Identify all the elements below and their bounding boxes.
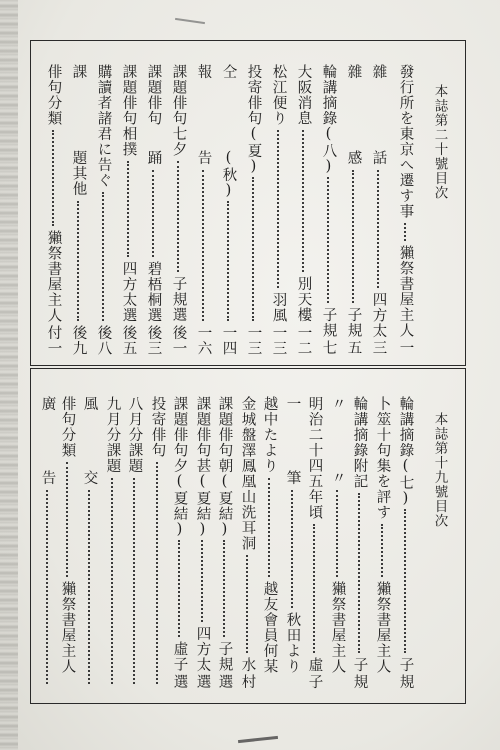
leader-dots — [352, 170, 354, 304]
leader-dots — [111, 478, 113, 685]
toc-entry-author: 秋田より — [284, 612, 301, 674]
leader-dots — [246, 555, 248, 653]
toc-entry-title: 廣 — [39, 396, 56, 412]
toc-entry-author: 獺祭書屋主人 — [397, 245, 414, 338]
leader-dots — [377, 170, 379, 288]
toc-entry-title: 明治二十四五年頃 — [306, 396, 323, 520]
toc-entry-author: 獺祭書屋主人 — [59, 581, 76, 674]
toc-entry-title: 仝 — [220, 64, 237, 80]
toc-entry-subtitle: 告 — [39, 470, 56, 486]
toc-entry-subtitle: (秋) — [220, 150, 237, 200]
ink-mark — [175, 18, 205, 24]
toc-entry-title: 課題俳句相撲 — [120, 64, 137, 157]
toc-entry-title: 八月分課題 — [126, 396, 143, 474]
leader-dots — [46, 490, 48, 685]
toc-entry-page: 一二 — [295, 324, 312, 356]
toc-entry-author: 獺祭書屋主人 — [45, 229, 62, 323]
toc-entry-author: 虛 — [306, 656, 323, 672]
toc-heading: 本誌第十九號目次 — [431, 412, 448, 528]
leader-dots — [277, 130, 279, 288]
leader-dots — [336, 490, 338, 578]
leader-dots — [404, 223, 406, 241]
toc-entry-author: 獺祭書屋主人 — [329, 581, 346, 674]
ink-mark — [238, 736, 278, 743]
leader-dots — [302, 130, 304, 272]
toc-entry-page: 一 — [397, 340, 414, 356]
leader-dots — [313, 524, 315, 653]
toc-entry-title: 輪講摘錄附記 — [351, 396, 368, 489]
leader-dots — [102, 192, 104, 321]
toc-entry-title: 課題俳句朝(夏結) — [216, 396, 233, 539]
leader-dots — [127, 161, 129, 257]
toc-entry-author: 獺祭書屋主人 — [374, 581, 391, 674]
toc-entry-page: 選 — [194, 674, 211, 690]
leader-dots — [223, 540, 225, 638]
toc-entry-page: 選 — [171, 674, 188, 690]
toc-entry-title: 九月分課題 — [104, 396, 121, 474]
toc-entry-subtitle: 感 — [345, 150, 362, 166]
toc-entry-subtitle: 告 — [195, 150, 212, 166]
leader-dots — [156, 462, 158, 684]
toc-entry-page: 後五 — [120, 324, 137, 356]
toc-entry-title: 購讀者諸君に告ぐ — [95, 64, 112, 188]
toc-entry-page: 村 — [239, 674, 256, 690]
toc-entry-page: 後九 — [70, 324, 87, 356]
leader-dots — [227, 201, 229, 321]
toc-entry-author: 虛子 — [171, 641, 188, 672]
toc-entry-page: 後三 — [145, 324, 162, 356]
leader-dots — [202, 170, 204, 321]
toc-entry-author: 羽風 — [270, 291, 287, 323]
leader-dots — [404, 509, 406, 653]
leader-dots — [177, 161, 179, 272]
leader-dots — [201, 540, 203, 622]
toc-entry-subtitle: 筆 — [284, 470, 301, 486]
toc-entry-page: 付一 — [45, 324, 62, 356]
toc-entry-subtitle: 話 — [370, 150, 387, 166]
toc-entry-author: 子 — [397, 656, 414, 672]
toc-entry-page: 七 — [320, 340, 337, 356]
leader-dots — [77, 201, 79, 321]
leader-dots — [381, 524, 383, 577]
toc-entry-page: 一六 — [195, 324, 212, 356]
toc-entry-title: 松江便り — [270, 64, 287, 126]
toc-heading: 本誌第二十號目次 — [431, 84, 448, 200]
toc-entry-page: 後一 — [170, 324, 187, 356]
leader-dots — [178, 540, 180, 638]
toc-entry-author: 子 — [351, 656, 368, 672]
toc-entry-page: 一三 — [245, 324, 262, 356]
toc-entry-title: 俳句分類 — [59, 396, 76, 458]
leader-dots — [133, 478, 135, 685]
toc-entry-title: 卜筮十句集を評す — [374, 396, 391, 520]
toc-entry-title: 投寄俳句(夏) — [245, 64, 262, 176]
leader-dots — [358, 493, 360, 653]
toc-entry-page: 規 — [397, 674, 414, 690]
toc-entry-title: 俳句分類 — [45, 64, 62, 126]
toc-entry-title: 課題俳句七夕 — [170, 64, 187, 157]
leader-dots — [268, 478, 270, 578]
toc-entry-subtitle: 〃 — [329, 470, 346, 486]
toc-entry-author: 子規 — [320, 307, 337, 338]
toc-entry-author: 水 — [239, 656, 256, 672]
leader-dots — [152, 170, 154, 257]
leader-dots — [291, 490, 293, 609]
toc-entry-title: 雜 — [345, 64, 362, 80]
toc-entry-title: 金城盤澤鳳凰山洗耳洞 — [239, 396, 256, 551]
toc-entry-subtitle: 題其他 — [70, 150, 87, 197]
leader-dots — [66, 462, 68, 577]
toc-entry-page: 一三 — [270, 324, 287, 356]
toc-entry-page: 子 — [306, 674, 323, 690]
toc-entry-title: 大阪消息 — [295, 64, 312, 126]
toc-entry-title: 輪講摘錄(八) — [320, 64, 337, 176]
toc-entry-page: 三 — [370, 340, 387, 356]
toc-entry-page: 選 — [216, 674, 233, 690]
toc-entry-title: 課題俳句 — [145, 64, 162, 126]
toc-entry-subtitle: 踊 — [145, 150, 162, 166]
toc-entry-author: 四方太 — [194, 625, 211, 672]
toc-entry-author: 子規 — [216, 641, 233, 672]
toc-entry-page: 後八 — [95, 324, 112, 356]
toc-entry-author: 越友會員何某 — [261, 581, 278, 674]
leader-dots — [52, 130, 54, 226]
toc-entry-author: 四方太 — [370, 291, 387, 338]
toc-entry-title: 〃 — [329, 396, 346, 412]
toc-entry-author: 子規 — [345, 307, 362, 338]
toc-entry-author: 別天樓 — [295, 276, 312, 323]
toc-entry-title: 課題俳句夕(夏結) — [171, 396, 188, 539]
toc-entry-title: 輪講摘錄(七) — [397, 396, 414, 508]
toc-entry-subtitle: 交 — [81, 470, 98, 486]
toc-entry-author: 四方太選 — [120, 260, 137, 323]
toc-entry-title: 課題俳句甚(夏結) — [194, 396, 211, 539]
toc-entry-title: 課 — [70, 64, 87, 80]
toc-entry-title: 報 — [195, 64, 212, 80]
leader-dots — [327, 177, 329, 304]
toc-entry-title: 一 — [284, 396, 301, 412]
toc-entry-page: 一四 — [220, 324, 237, 356]
toc-entry-title: 風 — [81, 396, 98, 412]
toc-entry-title: 越中たより — [261, 396, 278, 474]
toc-entry-title: 發行所を東京へ遷す事 — [397, 64, 414, 219]
binding-edge — [0, 0, 18, 750]
toc-entry-page: 規 — [351, 674, 368, 690]
toc-entry-title: 投寄俳句 — [149, 396, 166, 458]
toc-entry-title: 雜 — [370, 64, 387, 80]
leader-dots — [88, 490, 90, 685]
toc-entry-author: 子規選 — [170, 276, 187, 323]
leader-dots — [252, 177, 254, 321]
toc-entry-author: 碧梧桐選 — [145, 260, 162, 323]
toc-entry-page: 五 — [345, 340, 362, 356]
